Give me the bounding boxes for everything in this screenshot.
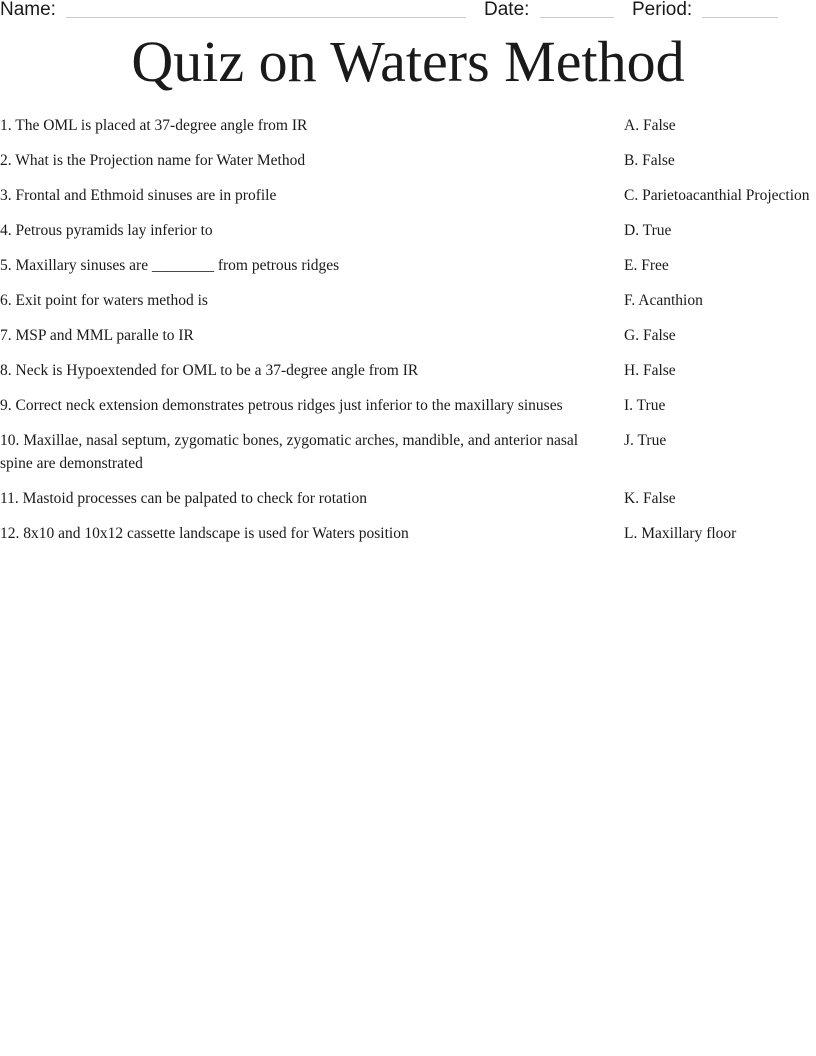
- quiz-row: [0, 114, 816, 137]
- answer-choice: J. True: [624, 432, 667, 449]
- quiz-row: [0, 254, 816, 277]
- page-title: Quiz on Waters Method: [131, 29, 685, 94]
- answer-choice: E. Free: [624, 257, 669, 274]
- question-text: 8. Neck is Hypoextended for OML to be a 37-degree angle from IR: [0, 362, 419, 379]
- question-text: 4. Petrous pyramids lay inferior to: [0, 222, 213, 239]
- name-label: Name:: [0, 0, 56, 20]
- answer-choice: K. False: [624, 490, 676, 507]
- quiz-row: [0, 394, 816, 417]
- question-text: 5. Maxillary sinuses are ________ from petrous ridges: [0, 257, 340, 274]
- period-label: Period:: [632, 0, 693, 20]
- quiz-row: [0, 522, 816, 545]
- answer-choice: H. False: [624, 362, 676, 379]
- quiz-row: [0, 324, 816, 347]
- period-blank[interactable]: [702, 0, 778, 18]
- date-label: Date:: [484, 0, 530, 20]
- quiz-row: [0, 359, 816, 382]
- date-blank[interactable]: [540, 0, 614, 18]
- question-text: 12. 8x10 and 10x12 cassette landscape is used for Waters position: [0, 525, 409, 542]
- name-blank[interactable]: [66, 0, 466, 18]
- quiz-row: [0, 289, 816, 312]
- answer-choice: B. False: [624, 152, 675, 169]
- quiz-list: [0, 114, 816, 557]
- answer-choice: D. True: [624, 222, 672, 239]
- date-field[interactable]: [484, 0, 614, 20]
- quiz-row: [0, 429, 816, 475]
- question-text: 9. Correct neck extension demonstrates petrous ridges just inferior to the maxillary sinuses: [0, 397, 563, 414]
- name-field[interactable]: [0, 0, 466, 20]
- question-text: 1. The OML is placed at 37-degree angle from IR: [0, 117, 308, 134]
- answer-choice: C. Parietoacanthial Projection: [624, 187, 810, 204]
- question-text: 11. Mastoid processes can be palpated to check for rotation: [0, 490, 367, 507]
- question-text: 3. Frontal and Ethmoid sinuses are in profile: [0, 187, 277, 204]
- answer-choice: G. False: [624, 327, 676, 344]
- answer-choice: A. False: [624, 117, 676, 134]
- answer-choice: L. Maxillary floor: [624, 525, 737, 542]
- answer-choice: I. True: [624, 397, 666, 414]
- question-text: 10. Maxillae, nasal septum, zygomatic bones, zygomatic arches, mandible, and anterior nasal spine are demonstrated: [0, 432, 579, 472]
- quiz-row: [0, 149, 816, 172]
- quiz-row: [0, 184, 816, 207]
- question-text: 2. What is the Projection name for Water Method: [0, 152, 306, 169]
- question-text: 6. Exit point for waters method is: [0, 292, 208, 309]
- period-field[interactable]: [632, 0, 778, 20]
- question-text: 7. MSP and MML paralle to IR: [0, 327, 194, 344]
- answer-choice: F. Acanthion: [624, 292, 703, 309]
- quiz-row: [0, 487, 816, 510]
- quiz-row: [0, 219, 816, 242]
- student-info-header: [0, 0, 816, 24]
